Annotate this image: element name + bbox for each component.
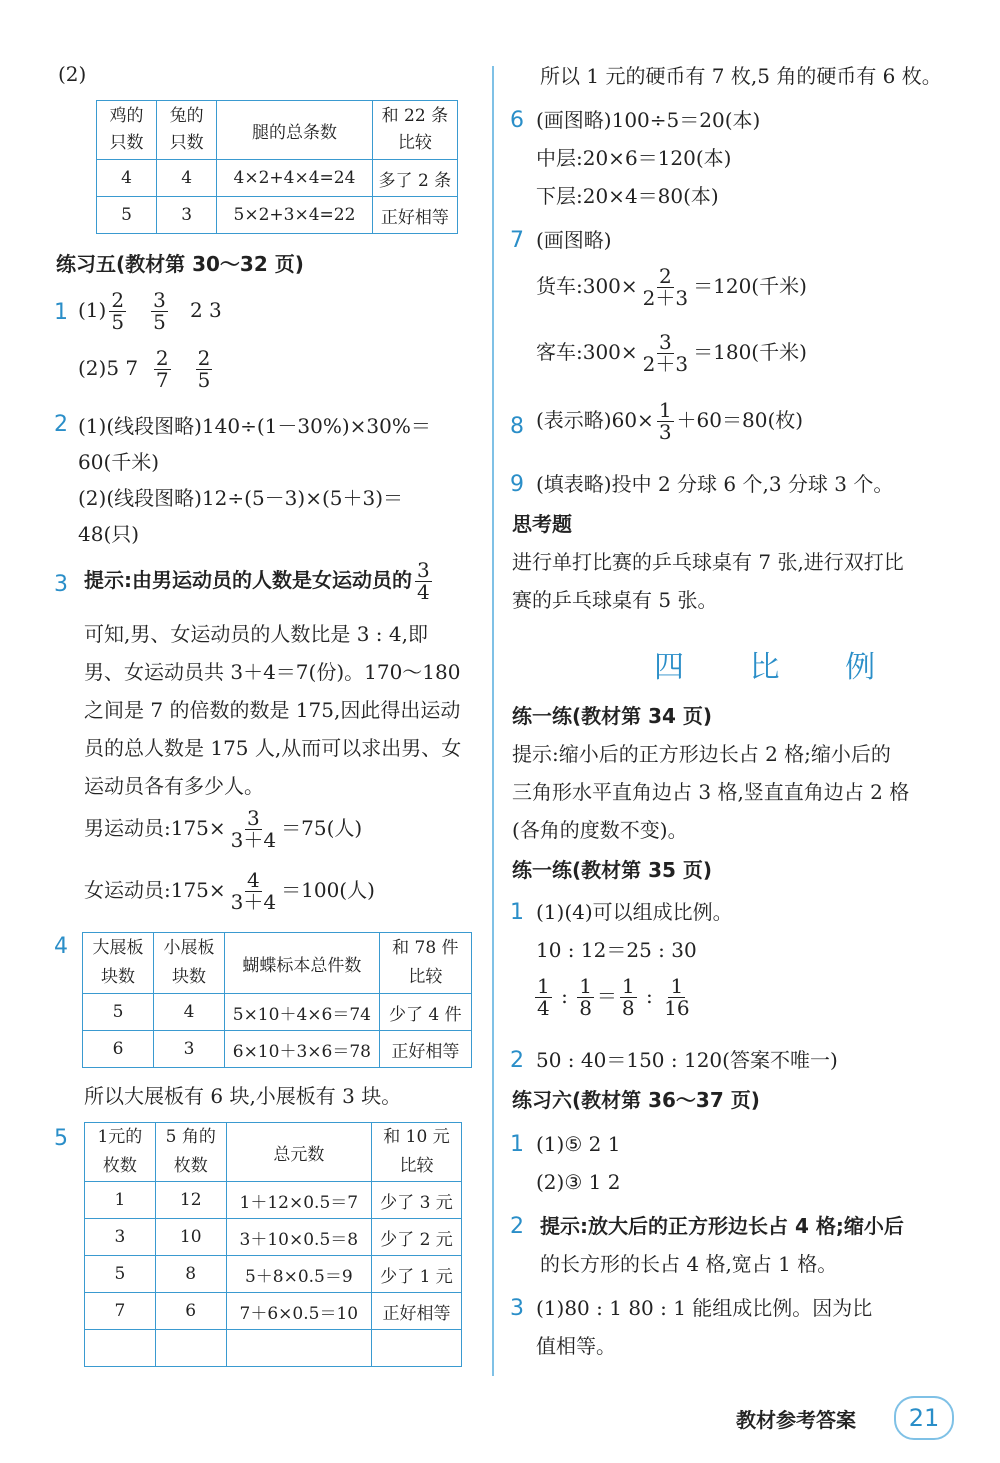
ex6-q3-line1: (1)80 : 1 80 : 1 能组成比例。因为比 — [536, 1296, 873, 1320]
header-5jiao: 5 角的 枚数 — [155, 1123, 226, 1182]
header-small-board: 小展板 块数 — [154, 933, 225, 994]
table-row: 5 4 5×10＋4×6＝74 少了 4 件 — [83, 994, 472, 1031]
header-rabbit-count: 兔的 只数 — [157, 101, 217, 160]
table-row: 1 12 1＋12×0.5＝7 少了 3 元 — [85, 1182, 462, 1219]
table-row — [85, 1330, 462, 1367]
question-number-1: 1 — [54, 300, 68, 325]
q2-line2: 60(千米) — [78, 450, 160, 474]
q3-line1: 提示:由男运动员的人数是女运动员的 $\frac{3}{4}$ — [84, 558, 430, 604]
ex35-number-2: 2 — [510, 1048, 524, 1073]
q3-line3: 男、女运动员共 3＋4＝7(份)。170～180 — [84, 660, 461, 684]
header-chicken-count: 鸡的 只数 — [97, 101, 157, 160]
table-row: 5 3 5×2+3×4=22 正好相等 — [97, 197, 458, 234]
ex34-line2: 三角形水平直角边占 3 格,竖直直角边占 2 格 — [512, 780, 910, 804]
section-title-ex34: 练一练(教材第 34 页) — [512, 704, 713, 728]
header-total-yuan: 总元数 — [226, 1123, 371, 1182]
q8-calc: (表示略)60× $\frac{1}{3}$ ＋60＝80(枚) — [536, 398, 804, 444]
chapter-title: 四 比 例 — [654, 650, 904, 685]
question-number-6: 6 — [510, 108, 524, 133]
ex6-q2-line2: 的长方形的长占 4 格,宽占 1 格。 — [540, 1252, 838, 1276]
ex35-q1-line1: (1)(4)可以组成比例。 — [536, 900, 733, 924]
q2-line4: 48(只) — [78, 522, 140, 546]
q4-conclusion: 所以大展板有 6 块,小展板有 3 块。 — [84, 1084, 402, 1108]
table-row: 4 4 4×2+4×4=24 多了 2 条 — [97, 160, 458, 197]
table-row: 5 8 5＋8×0.5＝9 少了 1 元 — [85, 1256, 462, 1293]
section-title-ex5: 练习五(教材第 30～32 页) — [56, 252, 304, 276]
column-divider — [492, 66, 494, 1376]
q7-line1: (画图略) — [536, 228, 612, 252]
q3-line6: 运动员各有多少人。 — [84, 774, 264, 798]
table-row: 6 3 6×10＋3×6＝78 正好相等 — [83, 1031, 472, 1068]
q7-bus-calc: 客车:300× $\frac{3}{2+3}$ ＝180(千米) — [536, 330, 807, 376]
header-compare-10: 和 10 元 比较 — [371, 1123, 461, 1182]
q3-line2: 可知,男、女运动员的人数比是 3 : 4,即 — [84, 622, 428, 646]
section-title-ex35: 练一练(教材第 35 页) — [512, 858, 713, 882]
header-compare-78: 和 78 件 比较 — [379, 933, 471, 994]
q2-line3: (2)(线段图略)12÷(5－3)×(5＋3)＝ — [78, 486, 404, 510]
page-number: 21 — [908, 1404, 940, 1432]
question-number-2: 2 — [54, 412, 68, 437]
q1-part2: (2)5 7 $\frac{2}{7}$ $\frac{2}{5}$ — [78, 346, 211, 392]
chicken-rabbit-table — [96, 100, 458, 234]
question-number-5: 5 — [54, 1126, 68, 1151]
q6-line3: 下层:20×4＝80(本) — [536, 184, 719, 208]
question-number-7: 7 — [510, 228, 524, 253]
ex34-line1: 提示:缩小后的正方形边长占 2 格;缩小后的 — [512, 742, 891, 766]
display-board-table — [82, 932, 472, 1068]
ex6-number-3: 3 — [510, 1296, 524, 1321]
ex34-line3: (各角的度数不变)。 — [512, 818, 688, 842]
table-row: 7 6 7＋6×0.5＝10 正好相等 — [85, 1293, 462, 1330]
think-title: 思考题 — [512, 512, 572, 536]
q1-part1: (1) $\frac{2}{5}$ $\frac{3}{5}$ 2 3 — [78, 288, 222, 334]
q2-line1: (1)(线段图略)140÷(1－30%)×30%＝ — [78, 414, 431, 438]
ex6-number-1: 1 — [510, 1132, 524, 1157]
header-1yuan: 1元的 枚数 — [85, 1123, 156, 1182]
question-number-4: 4 — [54, 934, 68, 959]
q3-male-calc: 男运动员:175× $\frac{3}{3+4}$ ＝75(人) — [84, 806, 363, 852]
ex6-q1-line1: (1)⑤ 2 1 — [536, 1132, 621, 1156]
q3-line4: 之间是 7 的倍数的数是 175,因此得出运动 — [84, 698, 461, 722]
ex6-q1-line2: (2)③ 1 2 — [536, 1170, 621, 1194]
ex35-number-1: 1 — [510, 900, 524, 925]
ex35-q2-text: 50 : 40＝150 : 120(答案不唯一) — [536, 1048, 838, 1072]
ex35-q1-line2: 10 : 12＝25 : 30 — [536, 938, 697, 962]
question-number-8: 8 — [510, 414, 524, 439]
page-number-badge — [894, 1396, 954, 1440]
part-2-label: (2) — [58, 62, 87, 86]
think-line1: 进行单打比赛的乒乓球桌有 7 张,进行双打比 — [512, 550, 904, 574]
q7-truck-calc: 货车:300× $\frac{2}{2+3}$ ＝120(千米) — [536, 264, 807, 310]
q6-line2: 中层:20×6＝120(本) — [536, 146, 732, 170]
header-compare-22: 和 22 条 比较 — [372, 101, 457, 160]
ex6-number-2: 2 — [510, 1214, 524, 1239]
q9-text: (填表略)投中 2 分球 6 个,3 分球 3 个。 — [536, 472, 894, 496]
q6-line1: (画图略)100÷5＝20(本) — [536, 108, 761, 132]
coin-conclusion: 所以 1 元的硬币有 7 枚,5 角的硬币有 6 枚。 — [540, 64, 942, 88]
table-row: 3 10 3＋10×0.5＝8 少了 2 元 — [85, 1219, 462, 1256]
header-big-board: 大展板 块数 — [83, 933, 154, 994]
q3-line5: 员的总人数是 175 人,从而可以求出男、女 — [84, 736, 462, 760]
q3-female-calc: 女运动员:175× $\frac{4}{3+4}$ ＝100(人) — [84, 868, 375, 914]
ex6-q3-line2: 值相等。 — [536, 1334, 616, 1358]
question-number-9: 9 — [510, 472, 524, 497]
question-number-3: 3 — [54, 572, 68, 597]
ex6-q2-line1: 提示:放大后的正方形边长占 4 格;缩小后 — [540, 1214, 904, 1238]
footer-label: 教材参考答案 — [736, 1408, 856, 1432]
ex35-q1-fraction-proportion: $\frac{1}{4}$ : $\frac{1}{8}$ ＝ $\frac{1}{8}$ : $\frac{1}{16}$ — [537, 974, 690, 1020]
header-butterfly-total: 蝴蝶标本总件数 — [225, 933, 380, 994]
header-total-legs: 腿的总条数 — [217, 101, 372, 160]
coin-table — [84, 1122, 462, 1367]
section-title-ex6: 练习六(教材第 36～37 页) — [512, 1088, 760, 1112]
think-line2: 赛的乒乓球桌有 5 张。 — [512, 588, 718, 612]
